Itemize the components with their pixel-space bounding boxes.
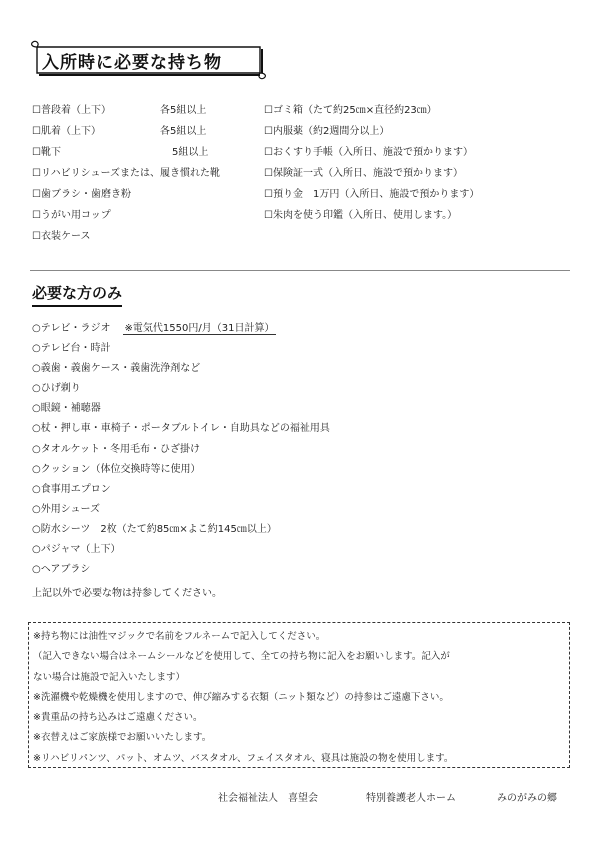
list-item: ○クッション（体位交換時等に使用） bbox=[32, 463, 201, 475]
required-items-right bbox=[264, 100, 564, 226]
list-item bbox=[32, 184, 262, 205]
electricity-note: ※電気代1550円/月（31日計算） bbox=[124, 323, 275, 334]
list-item: ○眼鏡・補聴器 bbox=[32, 403, 101, 415]
notes-box bbox=[28, 622, 570, 768]
list-item bbox=[32, 319, 330, 339]
item-label: ○テレビ・ラジオ bbox=[32, 323, 111, 334]
list-item: ○食事用エプロン bbox=[32, 483, 111, 495]
note-line: （記入できない場合はネームシールなどを使用して、全ての持ち物に記入をお願いします。記入が bbox=[33, 651, 450, 663]
list-item bbox=[32, 226, 262, 247]
list-item: ☐預り金 1万円（入所日、施設で預かります） bbox=[264, 189, 480, 200]
list-item: ☐朱肉を使う印鑑（入所日、使用します。） bbox=[264, 210, 458, 221]
required-items-left bbox=[32, 100, 262, 247]
item-quantity: 5組以上 bbox=[172, 147, 209, 158]
item-label: ☐うがい用コップ bbox=[32, 210, 111, 221]
item-label: ☐歯ブラシ・歯磨き粉 bbox=[32, 189, 131, 200]
list-item: ☐おくすり手帳（入所日、施設で預かります） bbox=[264, 147, 473, 158]
footer-corporation: 社会福祉法人 喜望会 bbox=[218, 793, 318, 804]
list-item: ○ひげ剃り bbox=[32, 383, 81, 395]
item-label: ☐肌着（上下） bbox=[32, 126, 101, 137]
section-divider bbox=[30, 270, 570, 271]
list-item bbox=[32, 163, 262, 184]
item-quantity: 各5組以上 bbox=[160, 105, 207, 116]
note-line: ※洗濯機や乾燥機を使用しますので、伸び縮みする衣類（ニット類など）の持参はご遠慮下さい。 bbox=[33, 691, 449, 703]
section1-title: 入所時に必要な持ち物 bbox=[42, 53, 222, 73]
section1-banner bbox=[28, 40, 268, 80]
list-item: ○テレビ台・時計 bbox=[32, 343, 111, 355]
list-item: ○義歯・義歯ケース・義歯洗浄剤など bbox=[32, 363, 201, 375]
note-line: ※貴重品の持ち込みはご遠慮ください。 bbox=[33, 712, 203, 724]
optional-items-list bbox=[32, 319, 330, 580]
item-label: ☐衣装ケース bbox=[32, 231, 91, 242]
list-item: ○ヘアブラシ bbox=[32, 564, 91, 576]
list-item bbox=[32, 205, 262, 226]
list-item: ○防水シーツ 2枚（たて約85㎝×よこ約145㎝以上） bbox=[32, 523, 277, 535]
note-line: ない場合は施設で記入いたします） bbox=[33, 671, 186, 683]
note-line: ※持ち物には油性マジックで名前をフルネームで記入してください。 bbox=[33, 631, 326, 642]
list-item: ☐保険証一式（入所日、施設で預かります） bbox=[264, 168, 463, 179]
list-item: ☐内服薬（約2週間分以上） bbox=[264, 126, 390, 137]
list-item bbox=[32, 121, 262, 142]
list-item: ○杖・押し車・車椅子・ポータブルトイレ・自助具などの福祉用具 bbox=[32, 423, 330, 435]
list-item: ○外用シューズ bbox=[32, 503, 101, 515]
list-item: ○パジャマ（上下） bbox=[32, 544, 121, 556]
note-line: ※衣替えはご家族様でお願いいたします。 bbox=[33, 732, 212, 744]
item-label: ☐リハビリシューズまたは、履き慣れた靴 bbox=[32, 168, 220, 179]
list-item bbox=[32, 100, 262, 121]
optional-items-footer: 上記以外で必要な物は持参してください。 bbox=[32, 588, 222, 599]
list-item bbox=[32, 142, 262, 163]
footer-facility-name: みのがみの郷 bbox=[497, 793, 557, 804]
list-item: ☐ゴミ箱（たて約25㎝×直径約23㎝） bbox=[264, 105, 437, 116]
item-quantity: 各5組以上 bbox=[160, 126, 207, 137]
item-label: ☐普段着（上下） bbox=[32, 105, 111, 116]
footer-home-type: 特別養護老人ホーム bbox=[366, 793, 456, 804]
item-label: ☐靴下 bbox=[32, 147, 61, 158]
section2-title: 必要な方のみ bbox=[32, 282, 122, 307]
note-line: ※リハビリパンツ、パット、オムツ、バスタオル、フェイスタオル、寝具は施設の物を使用します。 bbox=[33, 752, 454, 764]
list-item: ○タオルケット・冬用毛布・ひざ掛け bbox=[32, 443, 201, 455]
